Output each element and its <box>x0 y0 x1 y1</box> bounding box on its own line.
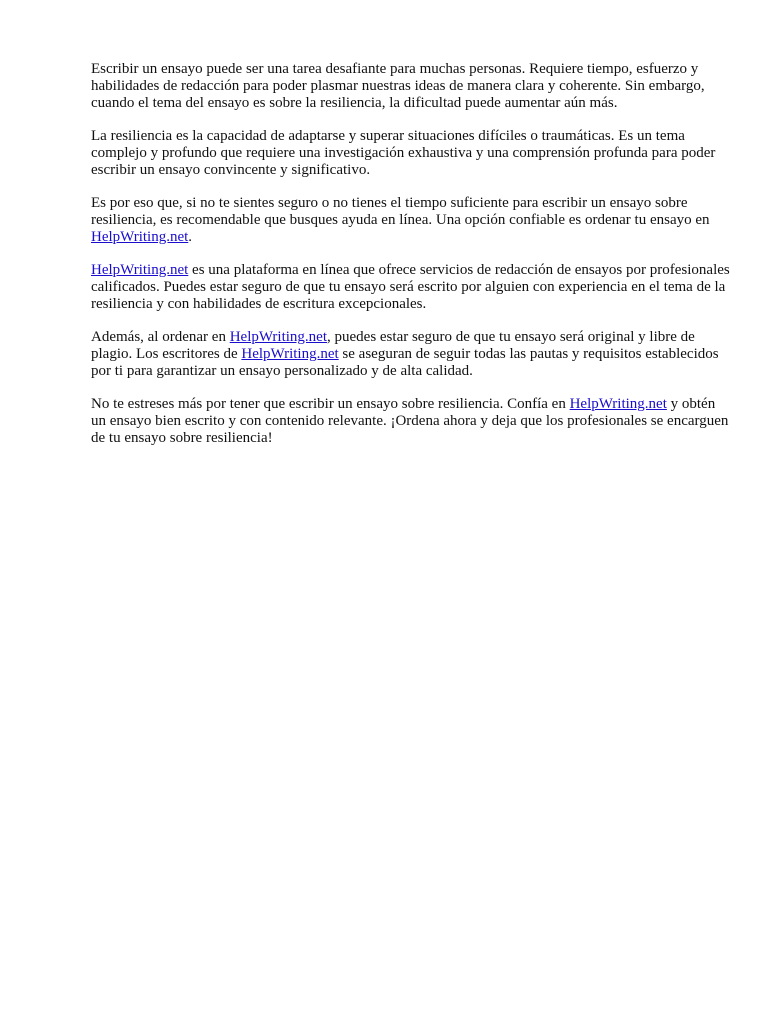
paragraph-originality <box>91 329 731 380</box>
paragraph-recommendation <box>91 195 731 246</box>
paragraph-text: es una plataforma en línea que ofrece servicios de redacción de ensayos por profesionales calificados. Puedes estar seguro de que tu ensayo será escrito por alguien con experiencia en el tema de la resiliencia y con habilidades de escritura excepcionales. <box>91 262 730 312</box>
paragraph-intro <box>91 61 731 112</box>
paragraph-text: No te estreses más por tener que escribir un ensayo sobre resiliencia. Confía en <box>91 396 570 412</box>
paragraph-text: Es por eso que, si no te sientes seguro o no tienes el tiempo suficiente para escribir un ensayo sobre resiliencia, es recomendable que busques ayuda en línea. Una opción confiable es ordenar tu ensayo en <box>91 195 710 228</box>
paragraph-text: Además, al ordenar en <box>91 329 230 345</box>
helpwriting-link[interactable]: HelpWriting.net <box>91 262 189 278</box>
paragraph-closing <box>91 396 731 447</box>
helpwriting-link[interactable]: HelpWriting.net <box>229 329 327 345</box>
helpwriting-link[interactable]: HelpWriting.net <box>569 396 667 412</box>
paragraph-text: , puedes estar seguro de que tu ensayo será original y libre de plagio. Los escritores de <box>91 329 695 362</box>
paragraph-text: Escribir un ensayo puede ser una tarea desafiante para muchas personas. Requiere tiempo, esfuerzo y habilidades de redacción para poder plasmar nuestras ideas de manera clara y coherente. Sin embargo, cuando el tema del ensayo es sobre la resiliencia, la dificultad puede aumentar aún más. <box>91 61 705 111</box>
paragraph-definition <box>91 128 731 179</box>
helpwriting-link[interactable]: HelpWriting.net <box>241 346 339 362</box>
paragraph-text: y obtén un ensayo bien escrito y con contenido relevante. ¡Ordena ahora y deja que los profesionales se encarguen de tu ensayo sobre resiliencia! <box>91 396 729 446</box>
helpwriting-link[interactable]: HelpWriting.net <box>91 229 189 245</box>
paragraph-text: . <box>188 229 193 245</box>
document-body <box>91 61 731 463</box>
paragraph-text: La resiliencia es la capacidad de adaptarse y superar situaciones difíciles o traumáticas. Es un tema complejo y profundo que requiere una investigación exhaustiva y una comprensión profunda para poder escribir un ensayo convincente y significativo. <box>91 128 716 178</box>
paragraph-platform <box>91 262 731 313</box>
paragraph-text: se aseguran de seguir todas las pautas y requisitos establecidos por ti para garantizar un ensayo personalizado y de alta calidad. <box>91 346 719 379</box>
